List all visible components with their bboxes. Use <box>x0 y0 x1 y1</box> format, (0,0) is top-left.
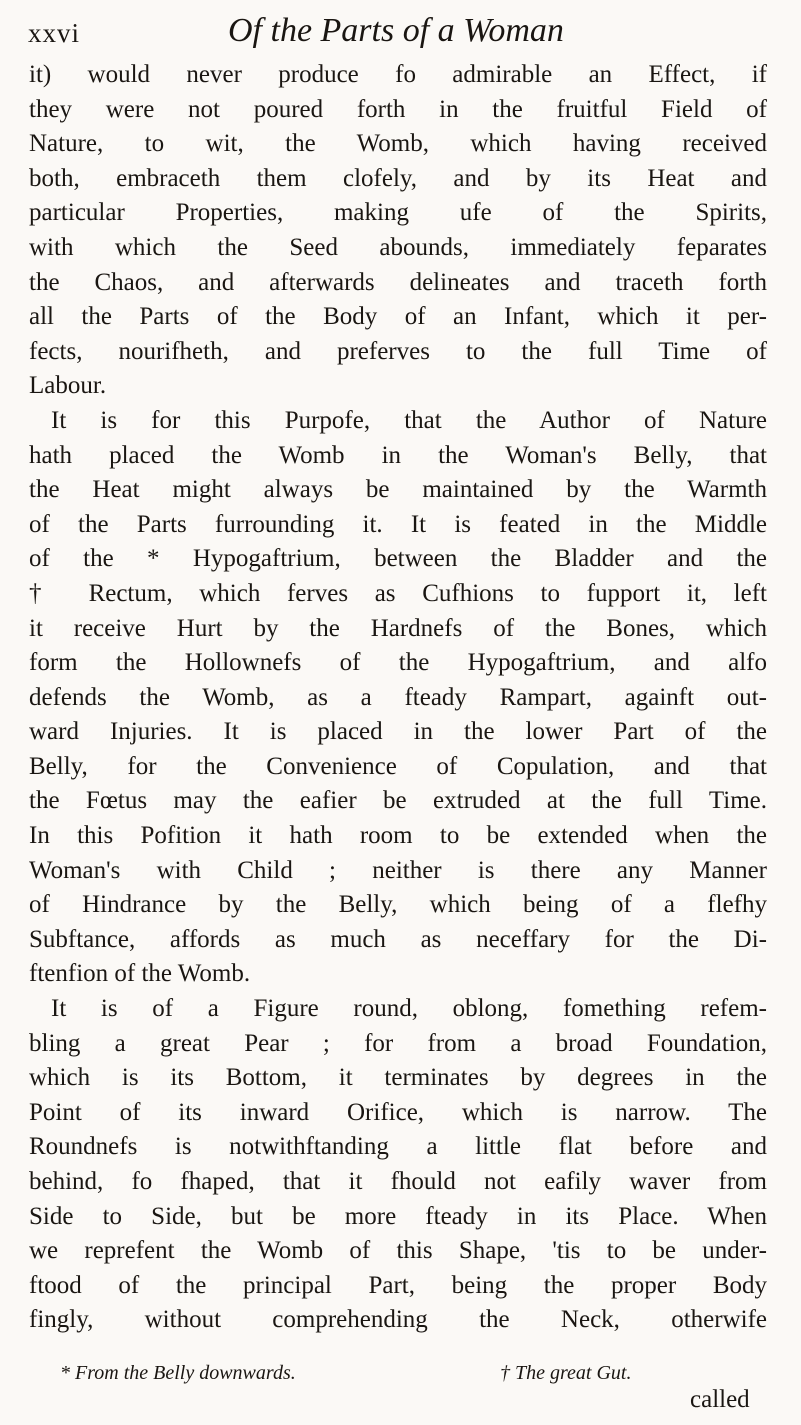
text-line: it) would never produce fo admirable an Effect, if <box>29 61 767 88</box>
text-line: the Fœtus may the eafier be extruded at the full Time. <box>29 787 767 815</box>
text-line: behind, fo fhaped, that it fhould not eafily waver from <box>29 1168 767 1195</box>
text-line: It is for this Purpofe, that the Author of Nature <box>51 406 767 434</box>
text-line: fingly, without comprehending the Neck, otherwife <box>29 1306 767 1334</box>
text-line: with which the Seed abounds, immediately feparates <box>29 233 767 261</box>
text-line: Woman's with Child ; neither is there any Manner <box>29 856 767 884</box>
text-line: fects, nourifheth, and preferves to the full Time of <box>29 337 767 365</box>
text-line: it receive Hurt by the Hardnefs of the Bones, which <box>29 614 767 642</box>
text-line: form the Hollownefs of the Hypogaftrium, and alfo <box>29 649 767 677</box>
running-title: Of the Parts of a Woman <box>228 12 564 49</box>
text-line: ward Injuries. It is placed in the lower Part of the <box>29 718 767 746</box>
text-line: ftenfion of the Womb. <box>29 960 251 988</box>
catchword: called <box>690 1386 750 1413</box>
text-line: Point of its inward Orifice, which is narrow. The <box>29 1098 767 1126</box>
page-header <box>28 10 768 56</box>
text-line: all the Parts of the Body of an Infant, which it per- <box>29 303 767 331</box>
text-line: † Rectum, which ferves as Cufhions to fupport it, left <box>29 579 767 607</box>
text-line: of Hindrance by the Belly, which being of a flefhy <box>29 891 767 919</box>
text-line: Subftance, affords as much as neceffary for the Di- <box>29 925 767 953</box>
text-line: of the Parts furrounding it. It is feated in the Middle <box>29 510 767 538</box>
text-line: In this Pofition it hath room to be extended when the <box>29 822 767 850</box>
text-line: of the * Hypogaftrium, between the Bladder and the <box>29 545 767 573</box>
text-line: Side to Side, but be more fteady in its Place. When <box>29 1202 767 1230</box>
text-line: defends the Womb, as a fteady Rampart, againft out- <box>29 683 767 711</box>
text-line: Belly, for the Convenience of Copulation, and that <box>29 752 767 780</box>
page-number: xxvi <box>28 18 81 48</box>
text-line: the Heat might always be maintained by the Warmth <box>29 476 767 504</box>
footnote-2: † The great Gut. <box>500 1362 632 1384</box>
footnote-1: * From the Belly downwards. <box>60 1362 296 1384</box>
text-line: hath placed the Womb in the Woman's Belly, that <box>29 441 767 469</box>
body-text <box>29 58 767 1338</box>
text-line: we reprefent the Womb of this Shape, 'tis to be under- <box>29 1237 767 1265</box>
text-line: both, embraceth them clofely, and by its Heat and <box>29 164 767 192</box>
text-line: they were not poured forth in the fruitful Field of <box>29 95 767 123</box>
text-line: Roundnefs is notwithftanding a little flat before and <box>29 1133 767 1161</box>
text-line: ftood of the principal Part, being the proper Body <box>29 1271 767 1299</box>
text-line: Nature, to wit, the Womb, which having received <box>29 130 767 158</box>
text-line: Labour. <box>29 372 107 400</box>
footnotes <box>60 1362 760 1392</box>
text-line: which is its Bottom, it terminates by degrees in the <box>29 1064 767 1092</box>
text-line: It is of a Figure round, oblong, fomething refem- <box>51 995 767 1023</box>
text-line: particular Properties, making ufe of the Spirits, <box>29 199 767 227</box>
text-line: the Chaos, and afterwards delineates and traceth forth <box>29 268 767 296</box>
text-line: bling a great Pear ; for from a broad Foundation, <box>29 1029 767 1057</box>
